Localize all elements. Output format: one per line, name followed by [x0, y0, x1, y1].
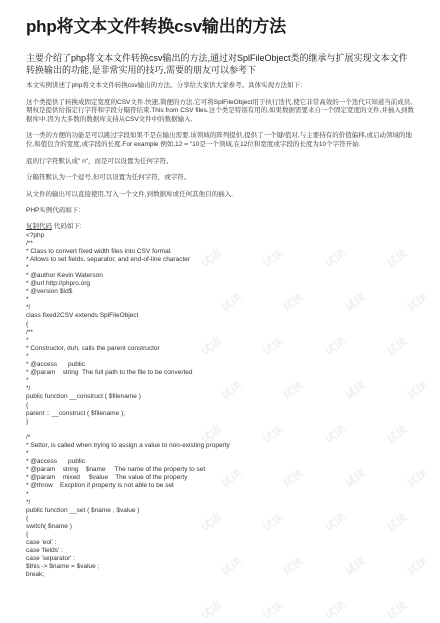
watermark-text: 试读	[404, 290, 431, 315]
code-line: case 'separator' :	[26, 555, 76, 563]
watermark-text: 试读	[322, 598, 349, 623]
code-line: }	[26, 417, 29, 425]
code-line: public function __set ( $name , $value )	[26, 506, 140, 514]
watermark-text: 试读	[218, 554, 245, 579]
paragraph-output: 从文件的输出可以直接使用,写入一个文件,到数据库或任何其他目的插入.	[26, 190, 233, 198]
watermark-text: 试读	[384, 334, 411, 359]
watermark-text: 试读	[260, 510, 287, 535]
code-line: * @access public	[26, 458, 85, 466]
watermark-text: 试读	[260, 422, 287, 447]
code-line: case 'fields' :	[26, 547, 63, 555]
code-line: class fixed2CSV extends SplFileObject	[26, 312, 139, 320]
paragraph-class-description: 这个类提供了转换成固定宽度的CSV文件.快速,简便的方法,它可将SplFileObject用于执行迭代,使它非常高效的一个迭代只知道当前成员,期权是提供给指定行字符和字段分隔符结束.This from CSV files.这个类是特别有用的,如果数据需要来自一个固定宽度的文件,并插入到数据库中.因为大多数的数据库支持从CSV文件中的数据输入.	[26, 98, 414, 123]
summary: 主要介绍了php将文本文件转换csv输出的方法,通过对SplFileObject类的继承与扩展实现文本文件转换输出的功能,是非常实用的技巧,需要的朋友可以参考下	[26, 53, 408, 75]
code-line: * Settor, is called when trying to assign a value to non-existing property	[26, 441, 230, 449]
code-line: * Constructor, duh, calls the parent constructor	[26, 344, 160, 352]
code-line: */	[26, 498, 31, 506]
code-line: * @version $Id$	[26, 288, 73, 296]
code-line: * @param string $name The name of the property to set	[26, 466, 206, 474]
code-line: /*	[26, 433, 31, 441]
watermark-text: 试读	[322, 422, 349, 447]
code-heading: PHP实例代码如下:	[26, 207, 81, 215]
code-line: *	[26, 377, 29, 385]
watermark-text: 试读	[198, 246, 225, 271]
watermark-text: 试读	[342, 290, 369, 315]
watermark-text: 试读	[198, 598, 225, 623]
code-line: *	[26, 263, 29, 271]
code-line: * Allows to set fields, separator, and end-of-line character	[26, 255, 191, 263]
watermark-text: 试读	[342, 554, 369, 579]
code-label: 代码如下:	[53, 222, 82, 230]
watermark-text: 试读	[384, 598, 411, 623]
watermark-text: 试读	[404, 466, 431, 491]
paragraph-separator: 分隔符默认为一个逗号,但可以设置为任何字符，或字符。	[26, 174, 191, 182]
code-line: parent :: __construct ( $filename );	[26, 409, 125, 417]
code-line: {	[26, 401, 29, 409]
watermark-text: 试读	[404, 378, 431, 403]
watermark-text: 试读	[218, 466, 245, 491]
watermark-text: 试读	[342, 378, 369, 403]
code-line: switch( $name )	[26, 522, 72, 530]
code-line: <?php	[26, 231, 45, 239]
watermark-text: 试读	[218, 290, 245, 315]
code-line: * @access public	[26, 361, 85, 369]
code-line: {	[26, 320, 29, 328]
watermark-text: 试读	[384, 510, 411, 535]
code-line: * @param string The full path to the file to be converted	[26, 369, 193, 377]
code-line: * @author Kevin Waterson	[26, 272, 103, 279]
code-line: case 'eol' :	[26, 539, 57, 547]
copy-code-line	[26, 223, 414, 232]
watermark-text: 试读	[280, 290, 307, 315]
code-line: $this -> $name = $value ;	[26, 563, 100, 571]
code-line: *	[26, 352, 29, 360]
code-line: {	[26, 531, 29, 538]
copy-code-link[interactable]: 复制代码	[26, 222, 52, 230]
code-line: public function __construct ( $filename )	[26, 393, 141, 401]
paragraph-intro: 本文实例讲述了php将文本文件转换csv输出的方法。分享给大家供大家参考。具体实现方法如下：	[26, 82, 307, 89]
paragraph-eol: 底的行字符默认成" n"，而是可以设置为任何字符。	[26, 157, 173, 165]
watermark-text: 试读	[260, 598, 287, 623]
watermark-text: 试读	[322, 246, 349, 271]
watermark-text: 试读	[260, 246, 287, 271]
watermark-text: 试读	[404, 554, 431, 579]
watermark-text: 试读	[280, 378, 307, 403]
watermark-text: 试读	[218, 378, 245, 403]
code-line	[26, 426, 414, 434]
watermark-text: 试读	[322, 510, 349, 535]
code-line: *	[26, 450, 29, 458]
code-line: /**	[26, 239, 33, 247]
watermark-text: 试读	[342, 466, 369, 491]
code-line: */	[26, 385, 31, 393]
code-line: * @throw Excption if property is not able to be set	[26, 482, 174, 490]
code-line: * @url http://phpro.org	[26, 280, 91, 288]
code-line: *	[26, 336, 29, 344]
watermark-text: 试读	[280, 554, 307, 579]
watermark-text: 试读	[198, 422, 225, 447]
code-line: /**	[26, 328, 33, 336]
paragraph-fields: 这一类的方便的功能是可以跳过字段如果不是在输出需要.该领域的阵列提供,提供了一个键/值对,与主要持有的价值偏移,或启动领域的地位,和值包含的宽度,或字段的长度.For example 例如,12 = "10是一个领域,在12位和宽度或字段的长度为10个字符开始.	[26, 132, 413, 148]
code-line: *	[26, 296, 29, 304]
watermark-text: 试读	[322, 334, 349, 359]
code-line: *	[26, 490, 29, 498]
code-line: * @param mixed $value The value of the property	[26, 474, 188, 482]
code-line: break;	[26, 571, 45, 579]
watermark-text: 试读	[260, 334, 287, 359]
watermark-text: 试读	[198, 510, 225, 535]
code-line: {	[26, 514, 29, 522]
page-title: php将文本文件转换csv输出的方法	[26, 17, 286, 36]
watermark-text: 试读	[384, 422, 411, 447]
code-line: * Class to convert fixed width files into CSV format	[26, 247, 171, 255]
code-line: */	[26, 304, 31, 312]
code-block	[26, 232, 414, 580]
watermark-text: 试读	[280, 466, 307, 491]
watermark-text: 试读	[384, 246, 411, 271]
watermark-text: 试读	[198, 334, 225, 359]
